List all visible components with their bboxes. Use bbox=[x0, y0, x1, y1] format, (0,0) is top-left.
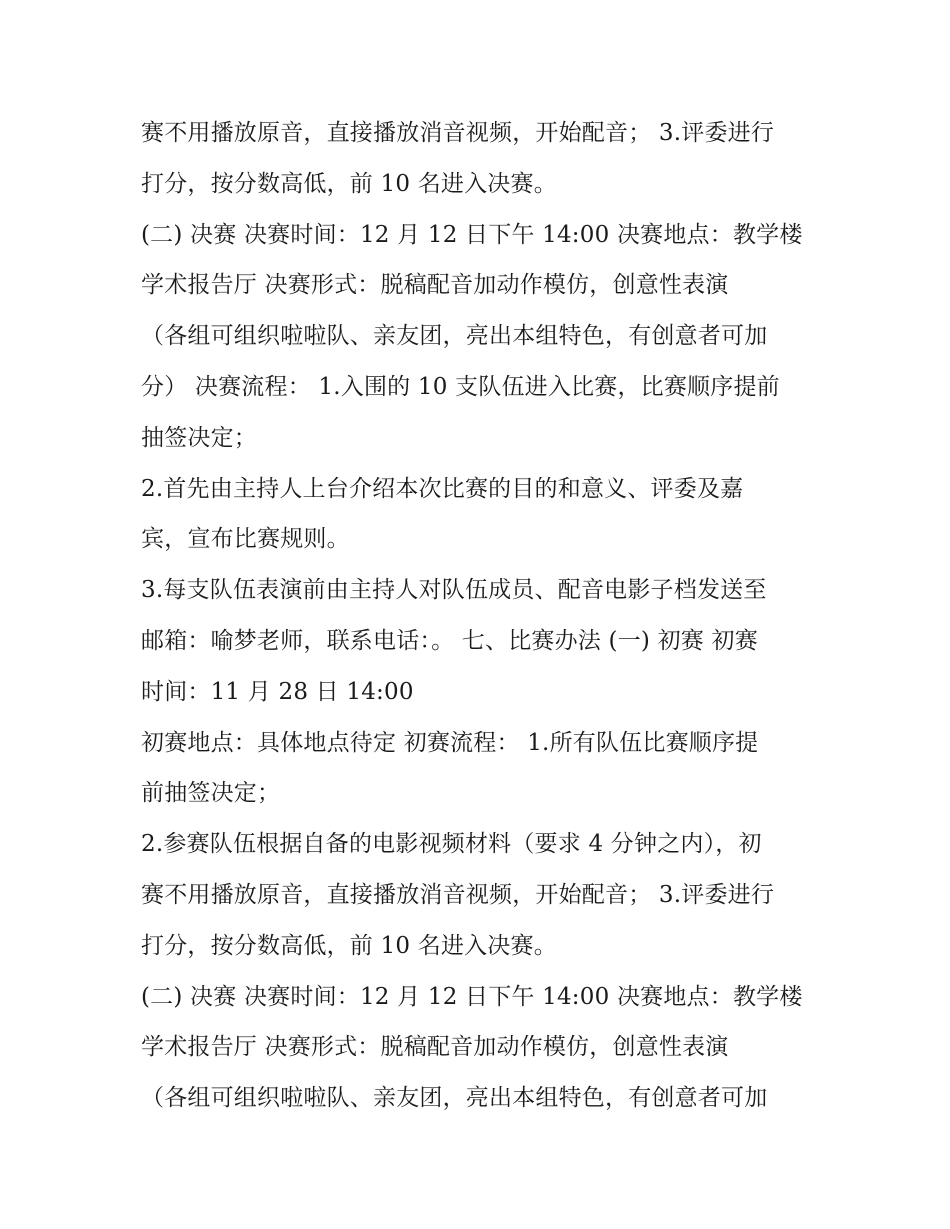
text-line: (二) 决赛 决赛时间：12 月 12 日下午 14:00 决赛地点：教学楼 bbox=[141, 221, 803, 248]
text-line: 3.每支队伍表演前由主持人对队伍成员、配音电影子档发送至 bbox=[141, 577, 767, 604]
text-line: 学术报告厅 决赛形式：脱稿配音加动作模仿，创意性表演 bbox=[141, 272, 729, 299]
text-line: (二) 决赛 决赛时间：12 月 12 日下午 14:00 决赛地点：教学楼 bbox=[141, 983, 803, 1010]
text-line: （各组可组织啦啦队、亲友团，亮出本组特色，有创意者可加 bbox=[141, 1085, 768, 1112]
text-line: 学术报告厅 决赛形式：脱稿配音加动作模仿，创意性表演 bbox=[141, 1034, 729, 1061]
text-line: 赛不用播放原音，直接播放消音视频，开始配音； 3.评委进行 bbox=[141, 120, 775, 146]
text-line: 赛不用播放原音，直接播放消音视频，开始配音； 3.评委进行 bbox=[141, 881, 775, 908]
text-line: 打分，按分数高低，前 10 名进入决赛。 bbox=[141, 932, 557, 959]
text-line: 抽签决定； bbox=[141, 424, 257, 451]
text-line: 邮箱：喻梦老师，联系电话：。 七、比赛办法 (一) 初赛 初赛 bbox=[141, 627, 758, 654]
text-line: 前抽签决定； bbox=[141, 780, 281, 807]
text-line: 时间：11 月 28 日 14:00 bbox=[141, 678, 414, 705]
text-line: 分） 决赛流程： 1.入围的 10 支队伍进入比赛，比赛顺序提前 bbox=[141, 373, 780, 400]
text-line: （各组可组织啦啦队、亲友团，亮出本组特色，有创意者可加 bbox=[141, 323, 768, 350]
text-line: 宾，宣布比赛规则。 bbox=[141, 526, 350, 553]
document-body bbox=[141, 108, 821, 1124]
text-line: 初赛地点：具体地点待定 初赛流程： 1.所有队伍比赛顺序提 bbox=[141, 729, 759, 756]
text-line: 2.参赛队伍根据自备的电影视频材料（要求 4 分钟之内），初 bbox=[141, 831, 762, 858]
text-line: 2.首先由主持人上台介绍本次比赛的目的和意义、评委及嘉 bbox=[141, 475, 744, 502]
text-line: 打分，按分数高低，前 10 名进入决赛。 bbox=[141, 170, 557, 197]
